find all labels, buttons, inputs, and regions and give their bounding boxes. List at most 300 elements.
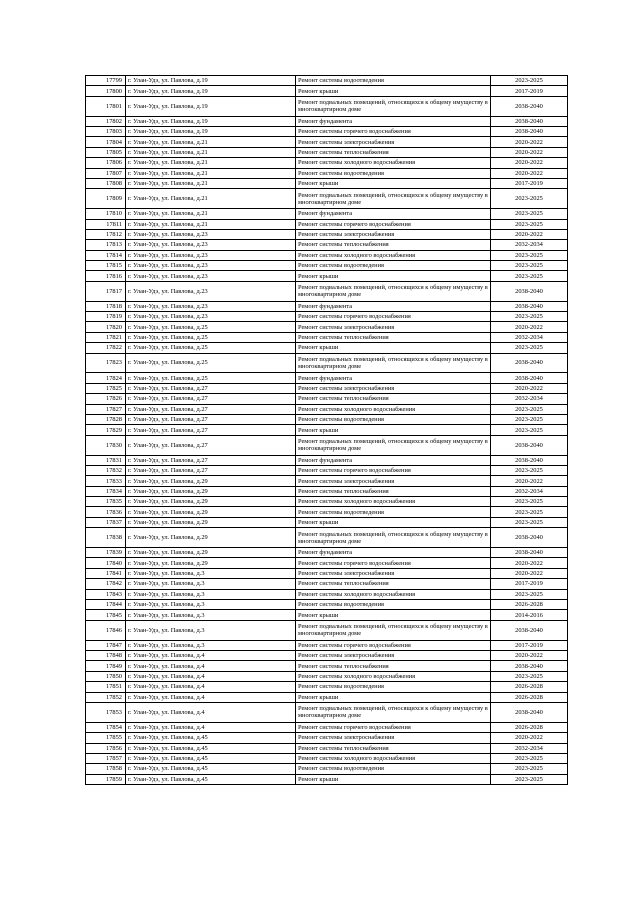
work-type-cell: Ремонт системы теплоснабжения [296,147,491,157]
row-number: 17799 [86,76,126,86]
address-cell: г. Улан-Удэ, ул. Павлова, д.19 [126,96,296,116]
row-number: 17845 [86,610,126,620]
address-cell: г. Улан-Удэ, ул. Павлова, д.25 [126,322,296,332]
work-type-cell: Ремонт системы электроснабжения [296,322,491,332]
address-cell: г. Улан-Удэ, ул. Павлова, д.27 [126,394,296,404]
table-body [86,76,568,785]
period-cell: 2023-2025 [491,189,568,209]
table-row [86,158,568,168]
address-cell: г. Улан-Удэ, ул. Павлова, д.27 [126,425,296,435]
work-type-cell: Ремонт системы водоотведения [296,261,491,271]
period-cell: 2023-2025 [491,209,568,219]
address-cell: г. Улан-Удэ, ул. Павлова, д.45 [126,743,296,753]
address-cell: г. Улан-Удэ, ул. Павлова, д.45 [126,753,296,763]
work-type-cell: Ремонт фундамента [296,116,491,126]
period-cell: 2020-2022 [491,733,568,743]
address-cell: г. Улан-Удэ, ул. Павлова, д.25 [126,343,296,353]
row-number: 17820 [86,322,126,332]
address-cell: г. Улан-Удэ, ул. Павлова, д.23 [126,229,296,239]
address-cell: г. Улан-Удэ, ул. Павлова, д.29 [126,558,296,568]
row-number: 17812 [86,229,126,239]
work-type-cell: Ремонт системы горячего водоснабжения [296,558,491,568]
period-cell: 2023-2025 [491,517,568,527]
work-type-cell: Ремонт системы водоотведения [296,600,491,610]
table-row [86,332,568,342]
row-number: 17803 [86,126,126,136]
row-number: 17859 [86,774,126,784]
period-cell: 2023-2025 [491,764,568,774]
row-number: 17831 [86,455,126,465]
row-number: 17805 [86,147,126,157]
work-type-cell: Ремонт системы горячего водоснабжения [296,722,491,732]
work-type-cell: Ремонт подвальных помещений, относящихся к общему имуществу в многоквартирном доме [296,702,491,722]
row-number: 17841 [86,568,126,578]
period-cell: 2038-2040 [491,548,568,558]
address-cell: г. Улан-Удэ, ул. Павлова, д.25 [126,353,296,373]
row-number: 17826 [86,394,126,404]
table-row [86,322,568,332]
period-cell: 2020-2022 [491,322,568,332]
period-cell: 2023-2025 [491,425,568,435]
row-number: 17840 [86,558,126,568]
work-type-cell: Ремонт подвальных помещений, относящихся к общему имуществу в многоквартирном доме [296,96,491,116]
work-type-cell: Ремонт системы холодного водоснабжения [296,404,491,414]
period-cell: 2020-2022 [491,558,568,568]
row-number: 17852 [86,692,126,702]
work-type-cell: Ремонт системы электроснабжения [296,568,491,578]
period-cell: 2032-2034 [491,486,568,496]
work-type-cell: Ремонт системы водоотведения [296,414,491,424]
table-row [86,528,568,548]
table-row [86,425,568,435]
period-cell: 2017-2019 [491,86,568,96]
work-type-cell: Ремонт подвальных помещений, относящихся к общему имуществу в многоквартирном доме [296,435,491,455]
address-cell: г. Улан-Удэ, ул. Павлова, д.29 [126,548,296,558]
table-row [86,189,568,209]
table-row [86,753,568,763]
row-number: 17844 [86,600,126,610]
table-row [86,116,568,126]
period-cell: 2038-2040 [491,661,568,671]
address-cell: г. Улан-Удэ, ул. Павлова, д.45 [126,733,296,743]
table-row [86,301,568,311]
period-cell: 2038-2040 [491,116,568,126]
address-cell: г. Улан-Удэ, ул. Павлова, д.3 [126,610,296,620]
work-type-cell: Ремонт системы электроснабжения [296,650,491,660]
table-row [86,589,568,599]
work-type-cell: Ремонт системы теплоснабжения [296,394,491,404]
row-number: 17821 [86,332,126,342]
row-number: 17839 [86,548,126,558]
period-cell: 2020-2022 [491,158,568,168]
period-cell: 2038-2040 [491,373,568,383]
row-number: 17836 [86,507,126,517]
table-row [86,271,568,281]
work-type-cell: Ремонт системы холодного водоснабжения [296,671,491,681]
work-type-cell: Ремонт системы теплоснабжения [296,661,491,671]
address-cell: г. Улан-Удэ, ул. Павлова, д.29 [126,507,296,517]
table-row [86,702,568,722]
address-cell: г. Улан-Удэ, ул. Павлова, д.27 [126,465,296,475]
table-row [86,600,568,610]
row-number: 17810 [86,209,126,219]
address-cell: г. Улан-Удэ, ул. Павлова, д.3 [126,620,296,640]
address-cell: г. Улан-Удэ, ул. Павлова, д.4 [126,671,296,681]
period-cell: 2017-2019 [491,178,568,188]
table-row [86,261,568,271]
work-type-cell: Ремонт системы холодного водоснабжения [296,589,491,599]
table-row [86,640,568,650]
row-number: 17807 [86,168,126,178]
work-type-cell: Ремонт системы электроснабжения [296,383,491,393]
row-number: 17804 [86,137,126,147]
table-row [86,486,568,496]
period-cell: 2038-2040 [491,126,568,136]
period-cell: 2038-2040 [491,455,568,465]
row-number: 17838 [86,528,126,548]
row-number: 17808 [86,178,126,188]
work-type-cell: Ремонт фундамента [296,373,491,383]
address-cell: г. Улан-Удэ, ул. Павлова, д.23 [126,240,296,250]
row-number: 17856 [86,743,126,753]
work-type-cell: Ремонт фундамента [296,455,491,465]
row-number: 17847 [86,640,126,650]
row-number: 17855 [86,733,126,743]
address-cell: г. Улан-Удэ, ул. Павлова, д.4 [126,661,296,671]
row-number: 17818 [86,301,126,311]
period-cell: 2032-2034 [491,332,568,342]
row-number: 17827 [86,404,126,414]
work-type-cell: Ремонт системы теплоснабжения [296,743,491,753]
row-number: 17801 [86,96,126,116]
row-number: 17811 [86,219,126,229]
row-number: 17849 [86,661,126,671]
address-cell: г. Улан-Удэ, ул. Павлова, д.23 [126,281,296,301]
row-number: 17830 [86,435,126,455]
period-cell: 2023-2025 [491,497,568,507]
period-cell: 2023-2025 [491,271,568,281]
address-cell: г. Улан-Удэ, ул. Павлова, д.3 [126,568,296,578]
work-type-cell: Ремонт крыши [296,517,491,527]
address-cell: г. Улан-Удэ, ул. Павлова, д.25 [126,332,296,342]
period-cell: 2020-2022 [491,147,568,157]
table-row [86,743,568,753]
period-cell: 2038-2040 [491,435,568,455]
row-number: 17813 [86,240,126,250]
row-number: 17835 [86,497,126,507]
work-type-cell: Ремонт системы теплоснабжения [296,240,491,250]
work-type-cell: Ремонт системы холодного водоснабжения [296,497,491,507]
work-type-cell: Ремонт системы электроснабжения [296,229,491,239]
row-number: 17822 [86,343,126,353]
work-type-cell: Ремонт системы холодного водоснабжения [296,158,491,168]
table-row [86,414,568,424]
row-number: 17800 [86,86,126,96]
row-number: 17806 [86,158,126,168]
work-type-cell: Ремонт системы теплоснабжения [296,579,491,589]
address-cell: г. Улан-Удэ, ул. Павлова, д.4 [126,650,296,660]
table-row [86,435,568,455]
work-type-cell: Ремонт подвальных помещений, относящихся к общему имуществу в многоквартирном доме [296,353,491,373]
period-cell: 2020-2022 [491,137,568,147]
table-row [86,394,568,404]
table-row [86,312,568,322]
table-row [86,692,568,702]
work-type-cell: Ремонт системы теплоснабжения [296,332,491,342]
row-number: 17809 [86,189,126,209]
address-cell: г. Улан-Удэ, ул. Павлова, д.3 [126,600,296,610]
table-row [86,558,568,568]
table-row [86,96,568,116]
address-cell: г. Улан-Удэ, ул. Павлова, д.27 [126,414,296,424]
work-type-cell: Ремонт подвальных помещений, относящихся к общему имуществу в многоквартирном доме [296,189,491,209]
address-cell: г. Улан-Удэ, ул. Павлова, д.27 [126,455,296,465]
address-cell: г. Улан-Удэ, ул. Павлова, д.21 [126,158,296,168]
address-cell: г. Улан-Удэ, ул. Павлова, д.27 [126,435,296,455]
period-cell: 2017-2019 [491,579,568,589]
work-type-cell: Ремонт системы водоотведения [296,76,491,86]
row-number: 17846 [86,620,126,640]
table-row [86,764,568,774]
address-cell: г. Улан-Удэ, ул. Павлова, д.19 [126,126,296,136]
address-cell: г. Улан-Удэ, ул. Павлова, д.21 [126,219,296,229]
table-row [86,661,568,671]
row-number: 17837 [86,517,126,527]
period-cell: 2020-2022 [491,476,568,486]
period-cell: 2023-2025 [491,312,568,322]
table-row [86,209,568,219]
row-number: 17832 [86,465,126,475]
table-row [86,383,568,393]
row-number: 17857 [86,753,126,763]
table-row [86,373,568,383]
work-type-cell: Ремонт фундамента [296,548,491,558]
period-cell: 2014-2016 [491,610,568,620]
work-type-cell: Ремонт системы электроснабжения [296,137,491,147]
table-row [86,126,568,136]
period-cell: 2038-2040 [491,281,568,301]
table-row [86,650,568,660]
table-row [86,229,568,239]
address-cell: г. Улан-Удэ, ул. Павлова, д.21 [126,178,296,188]
table-row [86,517,568,527]
period-cell: 2023-2025 [491,343,568,353]
work-type-cell: Ремонт крыши [296,425,491,435]
work-type-cell: Ремонт системы горячего водоснабжения [296,312,491,322]
table-row [86,353,568,373]
address-cell: г. Улан-Удэ, ул. Павлова, д.4 [126,682,296,692]
address-cell: г. Улан-Удэ, ул. Павлова, д.21 [126,137,296,147]
period-cell: 2038-2040 [491,96,568,116]
row-number: 17817 [86,281,126,301]
work-type-cell: Ремонт крыши [296,774,491,784]
address-cell: г. Улан-Удэ, ул. Павлова, д.25 [126,373,296,383]
row-number: 17842 [86,579,126,589]
address-cell: г. Улан-Удэ, ул. Павлова, д.3 [126,640,296,650]
row-number: 17825 [86,383,126,393]
address-cell: г. Улан-Удэ, ул. Павлова, д.23 [126,312,296,322]
table-row [86,168,568,178]
address-cell: г. Улан-Удэ, ул. Павлова, д.29 [126,517,296,527]
table-row [86,76,568,86]
work-type-cell: Ремонт крыши [296,178,491,188]
row-number: 17843 [86,589,126,599]
period-cell: 2038-2040 [491,702,568,722]
row-number: 17829 [86,425,126,435]
address-cell: г. Улан-Удэ, ул. Павлова, д.3 [126,589,296,599]
work-type-cell: Ремонт системы водоотведения [296,764,491,774]
period-cell: 2032-2034 [491,394,568,404]
row-number: 17848 [86,650,126,660]
table-row [86,682,568,692]
table-row [86,568,568,578]
period-cell: 2023-2025 [491,774,568,784]
table-row [86,178,568,188]
row-number: 17819 [86,312,126,322]
address-cell: г. Улан-Удэ, ул. Павлова, д.27 [126,404,296,414]
table-row [86,137,568,147]
address-cell: г. Улан-Удэ, ул. Павлова, д.19 [126,76,296,86]
address-cell: г. Улан-Удэ, ул. Павлова, д.29 [126,476,296,486]
work-type-cell: Ремонт крыши [296,692,491,702]
work-type-cell: Ремонт системы водоотведения [296,682,491,692]
period-cell: 2023-2025 [491,219,568,229]
period-cell: 2038-2040 [491,528,568,548]
work-type-cell: Ремонт крыши [296,271,491,281]
table-row [86,671,568,681]
table-row [86,219,568,229]
period-cell: 2023-2025 [491,250,568,260]
address-cell: г. Улан-Удэ, ул. Павлова, д.21 [126,209,296,219]
work-type-cell: Ремонт подвальных помещений, относящихся к общему имуществу в многоквартирном доме [296,281,491,301]
period-cell: 2023-2025 [491,404,568,414]
period-cell: 2023-2025 [491,671,568,681]
address-cell: г. Улан-Удэ, ул. Павлова, д.4 [126,702,296,722]
period-cell: 2023-2025 [491,507,568,517]
row-number: 17834 [86,486,126,496]
period-cell: 2026-2028 [491,682,568,692]
row-number: 17851 [86,682,126,692]
work-type-cell: Ремонт системы водоотведения [296,507,491,517]
table-row [86,343,568,353]
work-type-cell: Ремонт подвальных помещений, относящихся к общему имуществу в многоквартирном доме [296,528,491,548]
period-cell: 2038-2040 [491,353,568,373]
address-cell: г. Улан-Удэ, ул. Павлова, д.4 [126,692,296,702]
period-cell: 2023-2025 [491,76,568,86]
work-type-cell: Ремонт системы холодного водоснабжения [296,250,491,260]
period-cell: 2026-2028 [491,722,568,732]
period-cell: 2020-2022 [491,650,568,660]
period-cell: 2020-2022 [491,229,568,239]
address-cell: г. Улан-Удэ, ул. Павлова, д.27 [126,383,296,393]
work-type-cell: Ремонт системы теплоснабжения [296,486,491,496]
address-cell: г. Улан-Удэ, ул. Павлова, д.23 [126,301,296,311]
work-type-cell: Ремонт фундамента [296,209,491,219]
work-type-cell: Ремонт системы горячего водоснабжения [296,126,491,136]
address-cell: г. Улан-Удэ, ул. Павлова, д.21 [126,189,296,209]
period-cell: 2023-2025 [491,414,568,424]
table-row [86,507,568,517]
work-type-cell: Ремонт системы горячего водоснабжения [296,640,491,650]
table-row [86,774,568,784]
row-number: 17816 [86,271,126,281]
address-cell: г. Улан-Удэ, ул. Павлова, д.29 [126,528,296,548]
table-row [86,733,568,743]
period-cell: 2023-2025 [491,589,568,599]
work-type-cell: Ремонт системы холодного водоснабжения [296,753,491,763]
row-number: 17824 [86,373,126,383]
period-cell: 2026-2028 [491,692,568,702]
row-number: 17828 [86,414,126,424]
row-number: 17814 [86,250,126,260]
table-row [86,465,568,475]
address-cell: г. Улан-Удэ, ул. Павлова, д.29 [126,486,296,496]
address-cell: г. Улан-Удэ, ул. Павлова, д.3 [126,579,296,589]
address-cell: г. Улан-Удэ, ул. Павлова, д.45 [126,764,296,774]
table-row [86,620,568,640]
repair-schedule-table [85,75,568,785]
table-row [86,548,568,558]
period-cell: 2023-2025 [491,261,568,271]
period-cell: 2032-2034 [491,743,568,753]
table-row [86,455,568,465]
address-cell: г. Улан-Удэ, ул. Павлова, д.45 [126,774,296,784]
address-cell: г. Улан-Удэ, ул. Павлова, д.23 [126,261,296,271]
row-number: 17815 [86,261,126,271]
table-row [86,579,568,589]
period-cell: 2026-2028 [491,600,568,610]
address-cell: г. Улан-Удэ, ул. Павлова, д.29 [126,497,296,507]
row-number: 17854 [86,722,126,732]
address-cell: г. Улан-Удэ, ул. Павлова, д.19 [126,86,296,96]
table-row [86,86,568,96]
period-cell: 2020-2022 [491,568,568,578]
work-type-cell: Ремонт системы горячего водоснабжения [296,219,491,229]
address-cell: г. Улан-Удэ, ул. Павлова, д.21 [126,168,296,178]
work-type-cell: Ремонт крыши [296,610,491,620]
period-cell: 2020-2022 [491,383,568,393]
work-type-cell: Ремонт фундамента [296,301,491,311]
table-row [86,610,568,620]
address-cell: г. Улан-Удэ, ул. Павлова, д.23 [126,271,296,281]
period-cell: 2038-2040 [491,620,568,640]
row-number: 17833 [86,476,126,486]
table-row [86,722,568,732]
work-type-cell: Ремонт системы электроснабжения [296,476,491,486]
work-type-cell: Ремонт крыши [296,343,491,353]
row-number: 17802 [86,116,126,126]
row-number: 17850 [86,671,126,681]
work-type-cell: Ремонт подвальных помещений, относящихся к общему имуществу в многоквартирном доме [296,620,491,640]
period-cell: 2023-2025 [491,753,568,763]
address-cell: г. Улан-Удэ, ул. Павлова, д.21 [126,147,296,157]
work-type-cell: Ремонт системы электроснабжения [296,733,491,743]
row-number: 17823 [86,353,126,373]
period-cell: 2023-2025 [491,465,568,475]
period-cell: 2032-2034 [491,240,568,250]
table-row [86,250,568,260]
address-cell: г. Улан-Удэ, ул. Павлова, д.23 [126,250,296,260]
address-cell: г. Улан-Удэ, ул. Павлова, д.4 [126,722,296,732]
row-number: 17858 [86,764,126,774]
work-type-cell: Ремонт системы горячего водоснабжения [296,465,491,475]
period-cell: 2020-2022 [491,168,568,178]
table-row [86,497,568,507]
address-cell: г. Улан-Удэ, ул. Павлова, д.19 [126,116,296,126]
table-row [86,240,568,250]
table-row [86,281,568,301]
table-row [86,147,568,157]
